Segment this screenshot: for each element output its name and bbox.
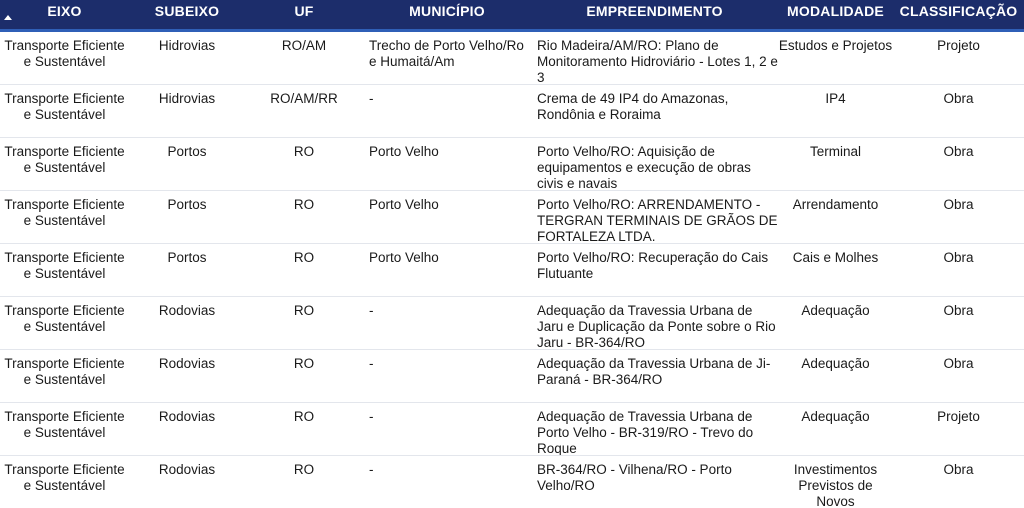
cell-eixo: Transporte Eficiente e Sustentável bbox=[4, 144, 125, 175]
cell-subeixo: Portos bbox=[167, 144, 207, 159]
cell-eixo: Transporte Eficiente e Sustentável bbox=[4, 356, 125, 387]
cell-empreendimento: Adequação da Travessia Urbana de Ji-Paraná - BR-364/RO bbox=[537, 356, 771, 387]
cell-subeixo: Portos bbox=[167, 197, 207, 212]
cell-classificacao: Obra bbox=[943, 197, 974, 212]
column-header-subeixo[interactable]: SUBEIXO bbox=[154, 3, 220, 19]
cell-uf: RO bbox=[293, 144, 315, 159]
table-row[interactable] bbox=[0, 297, 1024, 350]
cell-municipio: - bbox=[369, 356, 374, 371]
column-header-eixo[interactable] bbox=[0, 0, 129, 29]
cell-classificacao: Obra bbox=[943, 91, 974, 106]
cell-subeixo: Rodovias bbox=[158, 356, 216, 371]
cell-eixo: Transporte Eficiente e Sustentável bbox=[4, 462, 125, 493]
cell-subeixo: Rodovias bbox=[158, 303, 216, 318]
cell-empreendimento: Porto Velho/RO: Recuperação do Cais Flutuante bbox=[537, 250, 769, 281]
cell-subeixo: Hidrovias bbox=[158, 38, 216, 53]
cell-municipio: Porto Velho bbox=[369, 197, 439, 212]
table-row[interactable] bbox=[0, 244, 1024, 297]
cell-uf: RO bbox=[293, 197, 315, 212]
cell-municipio: Porto Velho bbox=[369, 250, 439, 265]
cell-empreendimento: Rio Madeira/AM/RO: Plano de Monitoramento Hidroviário - Lotes 1, 2 e 3 bbox=[537, 38, 778, 84]
column-header-empreendimento[interactable]: EMPREENDIMENTO bbox=[586, 3, 723, 19]
table-row[interactable] bbox=[0, 191, 1024, 244]
cell-modalidade: Arrendamento bbox=[792, 197, 879, 212]
column-header-modalidade[interactable]: MODALIDADE bbox=[787, 3, 884, 19]
sort-ascending-icon[interactable] bbox=[4, 15, 12, 20]
cell-classificacao: Obra bbox=[943, 303, 974, 318]
cell-uf: RO/AM/RR bbox=[270, 91, 338, 106]
cell-classificacao: Obra bbox=[943, 250, 974, 265]
cell-uf: RO bbox=[293, 250, 315, 265]
cell-modalidade: Terminal bbox=[809, 144, 861, 159]
cell-subeixo: Rodovias bbox=[158, 462, 216, 477]
cell-subeixo: Rodovias bbox=[158, 409, 216, 424]
cell-eixo: Transporte Eficiente e Sustentável bbox=[4, 250, 125, 281]
cell-classificacao: Projeto bbox=[937, 409, 980, 424]
cell-municipio: Trecho de Porto Velho/Ro e Humaitá/Am bbox=[369, 38, 524, 69]
cell-municipio: - bbox=[369, 462, 374, 477]
table-row[interactable] bbox=[0, 138, 1024, 191]
cell-eixo: Transporte Eficiente e Sustentável bbox=[4, 303, 125, 334]
cell-eixo: Transporte Eficiente e Sustentável bbox=[4, 197, 125, 228]
column-header-classificacao[interactable]: CLASSIFICAÇÃO bbox=[899, 3, 1018, 19]
cell-uf: RO/AM bbox=[281, 38, 327, 53]
cell-uf: RO bbox=[293, 409, 315, 424]
table-row[interactable] bbox=[0, 456, 1024, 508]
cell-classificacao: Obra bbox=[943, 462, 974, 477]
column-header-uf[interactable]: UF bbox=[294, 3, 314, 19]
cell-eixo: Transporte Eficiente e Sustentável bbox=[4, 91, 125, 122]
cell-empreendimento: Porto Velho/RO: Aquisição de equipamentos e execução de obras civis e navais bbox=[537, 144, 751, 190]
cell-modalidade: Estudos e Projetos bbox=[778, 38, 893, 53]
cell-modalidade: Adequação bbox=[801, 303, 870, 318]
table-row[interactable] bbox=[0, 32, 1024, 85]
cell-modalidade: Cais e Molhes bbox=[792, 250, 879, 265]
table-row[interactable] bbox=[0, 85, 1024, 138]
cell-eixo: Transporte Eficiente e Sustentável bbox=[4, 409, 125, 440]
cell-modalidade: Adequação bbox=[801, 409, 870, 424]
cell-uf: RO bbox=[293, 462, 315, 477]
cell-subeixo: Hidrovias bbox=[158, 91, 216, 106]
cell-modalidade: IP4 bbox=[825, 91, 846, 106]
cell-classificacao: Obra bbox=[943, 144, 974, 159]
cell-empreendimento: Adequação da Travessia Urbana de Jaru e Duplicação da Ponte sobre o Rio Jaru - BR-364/RO bbox=[537, 303, 776, 349]
cell-eixo: Transporte Eficiente e Sustentável bbox=[4, 38, 125, 69]
cell-subeixo: Portos bbox=[167, 250, 207, 265]
cell-municipio: Porto Velho bbox=[369, 144, 439, 159]
cell-empreendimento: Crema de 49 IP4 do Amazonas, Rondônia e Roraima bbox=[537, 91, 729, 122]
cell-municipio: - bbox=[369, 303, 374, 318]
cell-uf: RO bbox=[293, 356, 315, 371]
cell-classificacao: Obra bbox=[943, 356, 974, 371]
table-body[interactable] bbox=[0, 32, 1024, 508]
cell-empreendimento: BR-364/RO - Vilhena/RO - Porto Velho/RO bbox=[537, 462, 732, 493]
cell-uf: RO bbox=[293, 303, 315, 318]
table-row[interactable] bbox=[0, 350, 1024, 403]
cell-modalidade: Adequação bbox=[801, 356, 870, 371]
cell-municipio: - bbox=[369, 91, 374, 106]
table-row[interactable] bbox=[0, 403, 1024, 456]
cell-empreendimento: Porto Velho/RO: ARRENDAMENTO - TERGRAN TERMINAIS DE GRÃOS DE FORTALEZA LTDA. bbox=[537, 197, 778, 243]
cell-classificacao: Projeto bbox=[937, 38, 980, 53]
cell-modalidade: Investimentos Previstos de Novos bbox=[793, 462, 878, 508]
cell-municipio: - bbox=[369, 409, 374, 424]
table-header bbox=[0, 0, 1024, 32]
column-header-municipio[interactable]: MUNICÍPIO bbox=[409, 3, 485, 19]
column-header-label: EIXO bbox=[47, 3, 82, 19]
cell-empreendimento: Adequação de Travessia Urbana de Porto Velho - BR-319/RO - Trevo do Roque bbox=[537, 409, 754, 455]
